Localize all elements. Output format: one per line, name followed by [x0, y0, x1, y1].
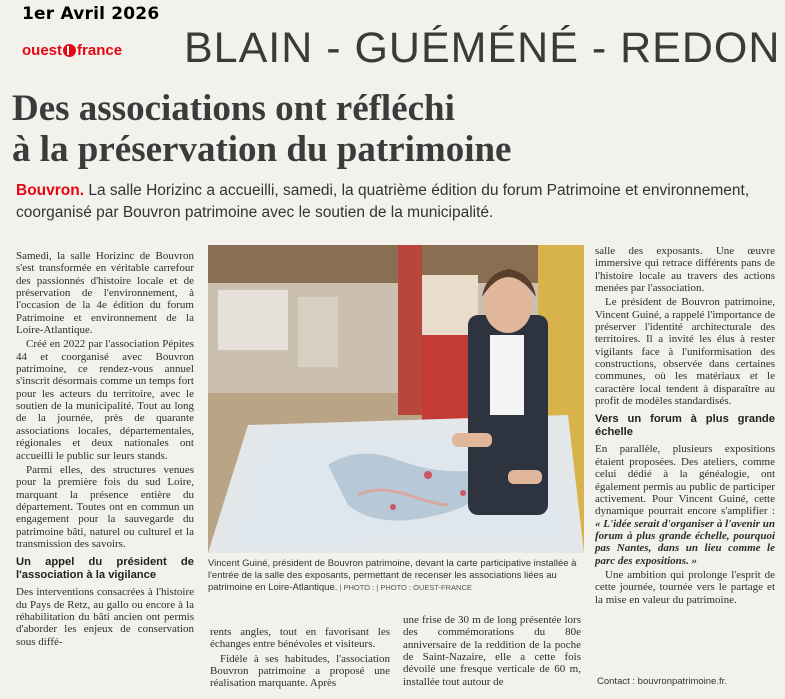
caption-credit: | PHOTO : | PHOTO : OUEST-FRANCE: [337, 583, 472, 592]
col1-subheading: Un appel du président de l'association à la vigilance: [16, 556, 194, 582]
col2-paragraph-2: Fidèle à ses habitudes, l'association Bouvron patrimoine a proposé une réalisation marquante. Après: [210, 652, 390, 690]
caption-text: Vincent Guiné, président de Bouvron patrimoine, devant la carte participative installée à l'entrée de la salle des exposants, permettant de recenser les associations liées au patrimoine en Loire-Atlantique.: [208, 558, 577, 593]
contact-line: Contact : bouvronpatrimoine.fr.: [597, 676, 727, 687]
col1-paragraph-3: Parmi elles, des structures venues pour la première fois du sud Loire, marquant la présence entière du département. Toutes ont en commun un engagement pour la sauvegarde du patrimoine bâti, naturel ou culturel et la transmission des savoirs.: [16, 463, 194, 550]
col1-paragraph-4: Des interventions consacrées à l'histoire du Pays de Retz, au gallo ou encore à la réhabilitation du bâti ancien ont permis d'aborder les enjeux de conservation sous diffé-: [16, 586, 194, 648]
column-4: [595, 245, 775, 606]
logo-dot-icon: [63, 44, 76, 57]
logo-left-text: ouest: [22, 42, 63, 59]
col4-subheading: Vers un forum à plus grande échelle: [595, 413, 775, 439]
col4-paragraph-2: Le président de Bouvron patrimoine, Vincent Guiné, a rappelé l'importance de préserver l'identité architecturale des territoires. Il a invité les élus à rester vigilants face à l'uniformisation des constructions, observée dans certaines communes, où les matériaux et le caractère local tendent à disparaître au profit de modèles standardisés.: [595, 296, 775, 408]
photo-illustration: [208, 245, 584, 553]
col4-quote: « L'idée serait d'organiser à l'avenir un forum à plus grande échelle, pourquoi pas Nantes, dans un lieu comme le parc des expositions. »: [595, 517, 775, 567]
col1-paragraph-1: Samedi, la salle Horizinc de Bouvron s'est transformée en véritable carrefour des passionnés d'histoire locale et de préservation de l'environnement, à l'occasion de la 4e édition du forum Patrimoine et environnement de la Loire-Atlantique.: [16, 250, 194, 337]
col1-paragraph-2: Créé en 2022 par l'association Pépites 44 et coorganisé avec Bouvron patrimoine, ce rendez-vous annuel s'inscrit désormais comme un temps fort pour les acteurs du territoire, avec le soutien de la municipalité. Tout au long de la journée, près de quarante associations locales, départementales, régionales et deux nationales ont accueilli le public sur leurs stands.: [16, 338, 194, 462]
photo-caption: [208, 558, 588, 594]
issue-date: 1er Avril 2026: [22, 4, 160, 24]
logo-right-text: france: [77, 42, 123, 59]
column-1: [16, 250, 194, 648]
col4-paragraph-3: [595, 443, 775, 566]
column-3-bottom: [403, 614, 581, 688]
article-headline: [12, 88, 772, 170]
ouest-france-logo: [22, 42, 122, 59]
col4-paragraph-1: salle des exposants. Une œuvre immersive qui retrace différents pans de l'histoire locale au travers des actions menées par l'association.: [595, 245, 775, 295]
col4-paragraph-4: Une ambition qui prolonge l'esprit de cette journée, tournée vers le partage et la mise en valeur du patrimoine.: [595, 568, 775, 606]
lead-text: La salle Horizinc a accueilli, samedi, la quatrième édition du forum Patrimoine et environnement, coorganisé par Bouvron patrimoine avec le soutien de la municipalité.: [16, 182, 750, 221]
col3-paragraph-1: une frise de 30 m de long présentée lors des commémorations du 80e anniversaire de la reddition de la poche de Saint-Nazaire, elle a cette fois dévoilé une fresque verticale de 60 m, installée tout autour de: [403, 614, 581, 688]
article-photo: [208, 245, 584, 553]
headline-line-2: à la préservation du patrimoine: [12, 129, 512, 170]
col2-paragraph-1: rents angles, tout en favorisant les échanges entre bénévoles et visiteurs.: [210, 626, 390, 651]
column-2-bottom: [210, 626, 390, 690]
col4-paragraph-3-text: En parallèle, plusieurs expositions étaient proposées. Des ateliers, comme celui dédié à la généalogie, ont également permis au public de participer activement. Pour Vincent Guiné, cette dynamique pourrait encore s'amplifier :: [595, 443, 775, 518]
section-title: BLAIN - GUÉMÉNÉ - REDON: [184, 24, 781, 72]
headline-line-1: Des associations ont réfléchi: [12, 88, 455, 129]
article-lead: [16, 180, 776, 224]
lead-place: Bouvron.: [16, 182, 85, 199]
